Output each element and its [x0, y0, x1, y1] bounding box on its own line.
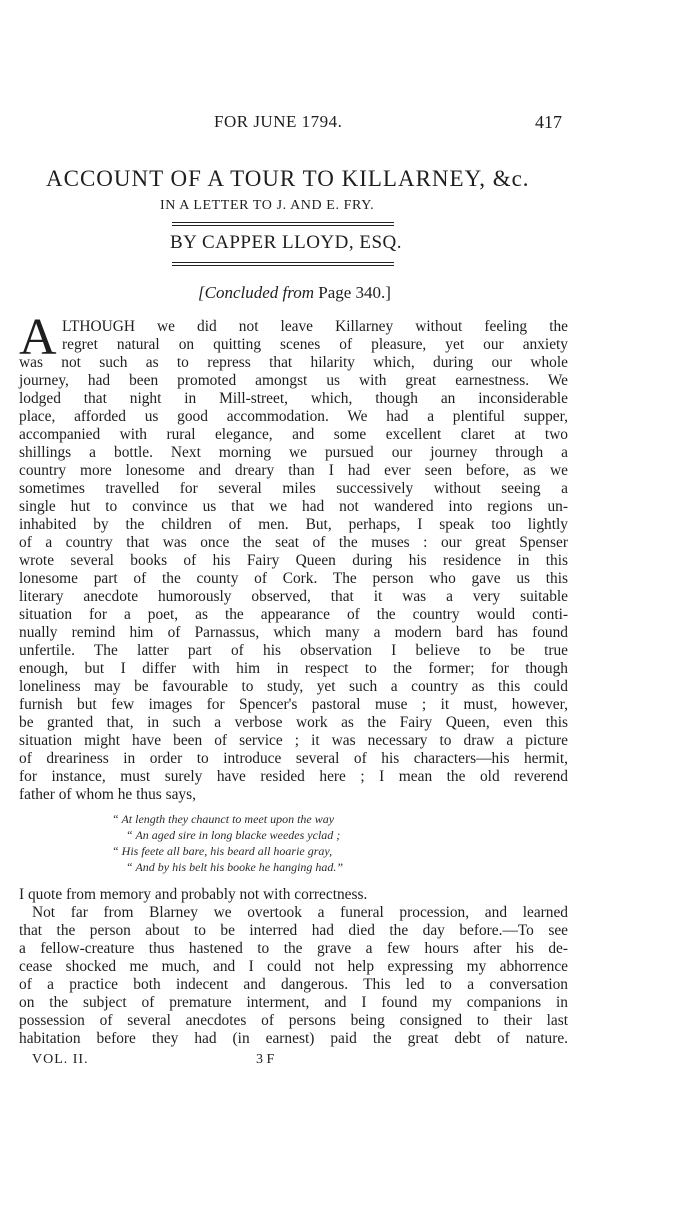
body-line: unfertile. The latter part of his observation I believe to be true — [19, 642, 568, 659]
body-line: LTHOUGH we did not leave Killarney without feeling the — [62, 318, 568, 335]
body-line: literary anecdote humorously observed, that it was a very suitable — [19, 588, 568, 605]
body-line: nually remind him of Parnassus, which many a modern bard has found — [19, 624, 568, 641]
body-line: lodged that night in Mill-street, which, though an inconsiderable — [19, 390, 568, 407]
article-subtitle: IN A LETTER TO J. AND E. FRY. — [160, 198, 375, 213]
body-line: journey, had been promoted amongst us with great earnestness. We — [19, 372, 568, 389]
rule-bottom — [172, 262, 394, 263]
body-line: father of whom he thus says, — [19, 786, 196, 803]
body-line: country more lonesome and dreary than I had ever seen before, as we — [19, 462, 568, 479]
body-line: single hut to convince us that we had not wandered into regions un- — [19, 498, 568, 515]
verse-line: “ At length they chaunct to meet upon the way — [112, 812, 335, 826]
body-line: a fellow-creature thus hastened to the grave a few hours after his de- — [19, 940, 568, 957]
volume-label: VOL. II. — [32, 1052, 89, 1067]
body-line: habitation before they had (in earnest) paid the great debt of nature. — [19, 1030, 568, 1047]
body-line: furnish but few images for Spencer's pastoral muse ; it must, however, — [19, 696, 568, 713]
body-line: regret natural on quitting scenes of pleasure, yet our anxiety — [62, 336, 568, 353]
body-line: of dreariness in order to introduce several of his characters—his hermit, — [19, 750, 568, 767]
rule-top — [172, 222, 394, 223]
body-line: loneliness may be favourable to study, yet such a country as this could — [19, 678, 568, 695]
concluded-note — [198, 283, 391, 303]
body-line: accompanied with rural elegance, and some excellent claret at two — [19, 426, 568, 443]
body-line: wrote several books of his Fairy Queen during his residence in this — [19, 552, 568, 569]
body-line: I quote from memory and probably not with correctness. — [19, 886, 368, 903]
body-line: situation might have been of service ; it was necessary to draw a picture — [19, 732, 568, 749]
signature-mark: 3 F — [256, 1052, 275, 1067]
body-line: of a country that was once the seat of the muses : our great Spenser — [19, 534, 568, 551]
concluded-page: Page 340.] — [318, 283, 391, 302]
body-line: enough, but I differ with him in respect to the former; for though — [19, 660, 568, 677]
running-title: FOR JUNE 1794. — [214, 112, 343, 131]
body-line: inhabited by the children of men. But, perhaps, I speak too lightly — [19, 516, 568, 533]
verse-line: “ And by his belt his booke he hanging had.” — [126, 860, 344, 874]
verse-line: “ An aged sire in long blacke weedes yclad ; — [126, 828, 341, 842]
body-line: of a practice both indecent and dangerous. This led to a conversation — [19, 976, 568, 993]
article-author: BY CAPPER LLOYD, ESQ. — [170, 232, 403, 253]
body-line: lonesome part of the county of Cork. The person who gave us this — [19, 570, 568, 587]
rule-bottom-2 — [172, 265, 394, 266]
drop-cap: A — [19, 309, 57, 366]
concluded-prefix: [Concluded from — [198, 283, 319, 302]
body-line: that the person about to be interred had died the day before.—To see — [19, 922, 568, 939]
body-line: Not far from Blarney we overtook a funeral procession, and learned — [32, 904, 568, 921]
body-line: possession of several anecdotes of persons being consigned to their last — [19, 1012, 568, 1029]
body-line: was not such as to repress that hilarity which, during our whole — [19, 354, 568, 371]
verse-line: “ His feete all bare, his beard all hoarie gray, — [112, 844, 333, 858]
rule-top-2 — [172, 225, 394, 226]
body-line: cease shocked me much, and I could not help expressing my abhorrence — [19, 958, 568, 975]
page-number: 417 — [535, 112, 562, 132]
body-line: shillings a bottle. Next morning we pursued our journey through a — [19, 444, 568, 461]
body-line: be granted that, in such a verbose work as the Fairy Queen, even this — [19, 714, 568, 731]
body-line: situation for a poet, as the appearance of the country would conti- — [19, 606, 568, 623]
body-line: for instance, must surely have resided here ; I mean the old reverend — [19, 768, 568, 785]
body-line: on the subject of premature interment, and I found my companions in — [19, 994, 568, 1011]
body-line: place, afforded us good accommodation. We had a plentiful supper, — [19, 408, 568, 425]
body-line: sometimes travelled for several miles successively without seeing a — [19, 480, 568, 497]
article-title: ACCOUNT OF A TOUR TO KILLARNEY, &c. — [46, 166, 530, 191]
